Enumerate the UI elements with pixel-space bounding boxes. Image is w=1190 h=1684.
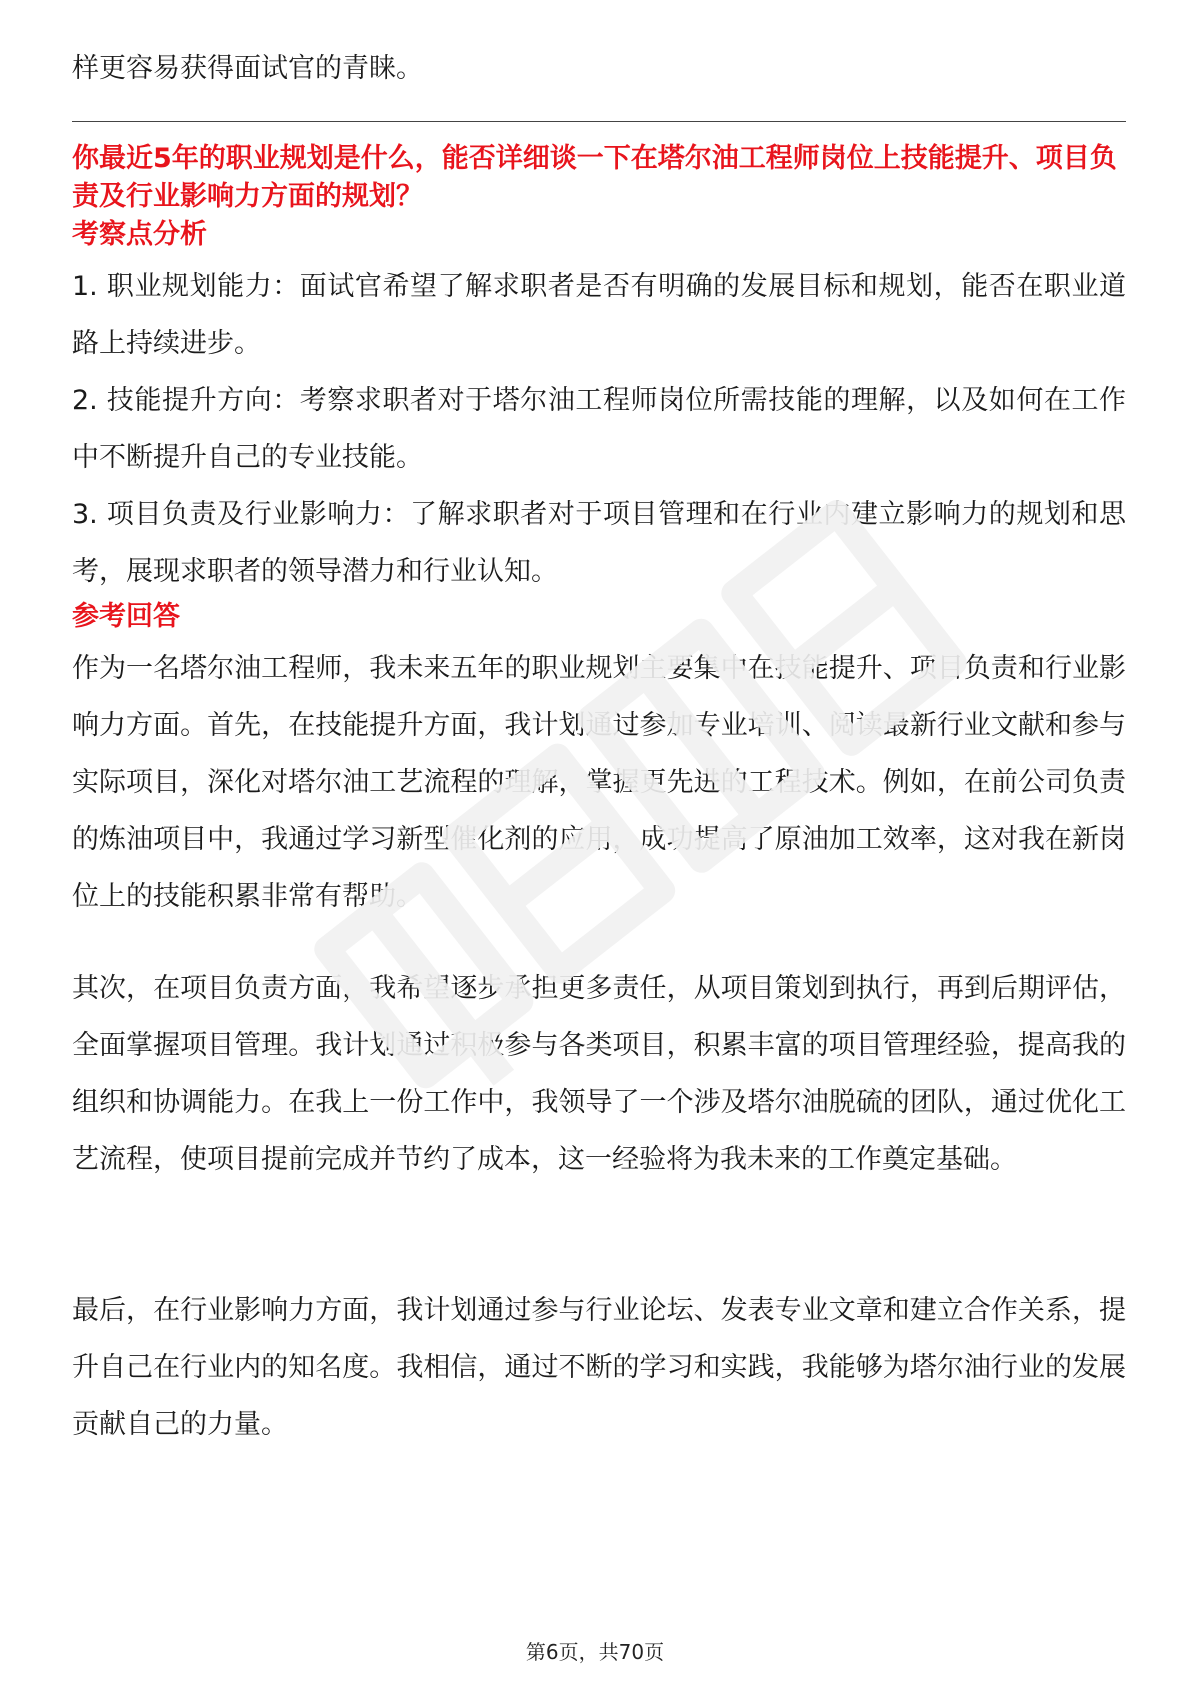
answer-heading: 参考回答 — [72, 601, 180, 632]
analysis-item: 3. 项目负责及行业影响力：了解求职者对于项目管理和在行业内建立影响力的规划和思考，展现求职者的领导潜力和行业认知。 — [72, 499, 1126, 587]
answer-paragraph — [72, 1282, 1126, 1453]
analysis-list — [72, 258, 1126, 600]
analysis-item: 1. 职业规划能力：面试官希望了解求职者是否有明确的发展目标和规划，能否在职业道路上持续进步。 — [72, 271, 1126, 359]
analysis-heading: 考察点分析 — [72, 219, 207, 250]
answer-paragraph-text: 作为一名塔尔油工程师，我未来五年的职业规划主要集中在技能提升、项目负责和行业影响力方面。首先，在技能提升方面，我计划通过参加专业培训、阅读最新行业文献和参与实际项目，深化对塔尔油工艺流程的理解，掌握更先进的工程技术。例如，在前公司负责的炼油项目中，我通过学习新型催化剂的应用，成功提高了原油加工效率，这对我在新岗位上的技能积累非常有帮助。 — [72, 653, 1126, 912]
continued-paragraph: 样更容易获得面试官的青睐。 — [72, 53, 423, 84]
analysis-item: 2. 技能提升方向：考察求职者对于塔尔油工程师岗位所需技能的理解，以及如何在工作中不断提升自己的专业技能。 — [72, 385, 1126, 473]
page-number: 第6页，共70页 — [525, 1640, 665, 1664]
answer-paragraph — [72, 640, 1126, 925]
interview-question: 你最近5年的职业规划是什么，能否详细谈一下在塔尔油工程师岗位上技能提升、项目负责及行业影响力方面的规划？ — [72, 143, 1117, 212]
answer-paragraph-text: 最后，在行业影响力方面，我计划通过参与行业论坛、发表专业文章和建立合作关系，提升自己在行业内的知名度。我相信，通过不断的学习和实践，我能够为塔尔油行业的发展贡献自己的力量。 — [72, 1295, 1126, 1440]
section-divider — [72, 121, 1126, 122]
answer-paragraph — [72, 960, 1126, 1188]
answer-paragraph-text: 其次，在项目负责方面，我希望逐步承担更多责任，从项目策划到执行，再到后期评估，全面掌握项目管理。我计划通过积极参与各类项目，积累丰富的项目管理经验，提高我的组织和协调能力。在我上一份工作中，我领导了一个涉及塔尔油脱硫的团队，通过优化工艺流程，使项目提前完成并节约了成本，这一经验将为我未来的工作奠定基础。 — [72, 973, 1126, 1175]
